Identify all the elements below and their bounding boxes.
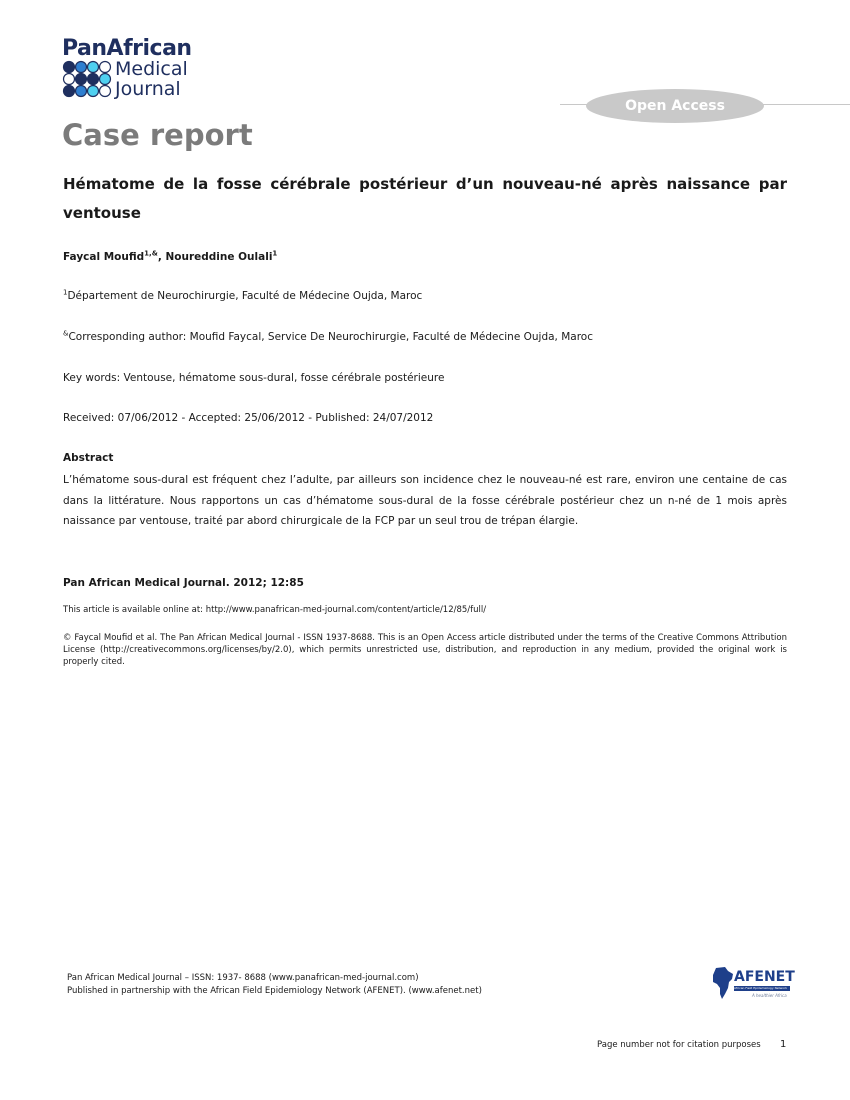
logo-text-panafrican: PanAfrican [62, 36, 192, 61]
afenet-tagline: A healthier Africa [752, 993, 787, 998]
author-list [63, 251, 277, 263]
corresponding-marker: & [63, 329, 69, 338]
footer-partnership: Published in partnership with the African Field Epidemiology Network (AFENET). (www.afenet.net) [67, 986, 482, 996]
page-note: Page number not for citation purposes [597, 1040, 761, 1050]
abstract-heading: Abstract [63, 452, 114, 464]
corresponding-author [63, 331, 593, 343]
citation: Pan African Medical Journal. 2012; 12:85 [63, 577, 304, 589]
article-title: Hématome de la fosse cérébrale postérieur d’un nouveau-né après naissance par ventouse [63, 175, 787, 222]
journal-logo [62, 36, 212, 100]
afenet-logo [712, 966, 795, 1006]
affiliation [63, 290, 422, 302]
author-name: Faycal Moufid [63, 251, 145, 263]
availability-note: This article is available online at: http://www.panafrican-med-journal.com/content/article/12/85/full/ [63, 605, 487, 615]
africa-map-icon [712, 966, 734, 1000]
author-name: Noureddine Oulali [165, 251, 273, 263]
abstract-text: L’hématome sous-dural est fréquent chez l’adulte, par ailleurs son incidence chez le nouveau-né est rare, environ une centaine de cas dans la littérature. Nous rapportons un cas d’hématome sous-dural de la fosse cérébrale postérieur chez un n-né de 1 mois après naissance par ventouse, traité par abord chirurgicale de la FCP par un seul trou de trépan élargie. [63, 474, 787, 527]
footer-issn: Pan African Medical Journal – ISSN: 1937- 8688 (www.panafrican-med-journal.com) [67, 973, 419, 983]
publication-dates: Received: 07/06/2012 - Accepted: 25/06/2012 - Published: 24/07/2012 [63, 412, 434, 424]
affiliation-marker: 1 [63, 288, 68, 297]
affiliation-text: Département de Neurochirurgie, Faculté de Médecine Oujda, Maroc [67, 290, 423, 302]
author-affiliation-marker: 1,& [144, 249, 158, 258]
article-type-heading: Case report [62, 118, 253, 152]
logo-text-medical: Medical [115, 58, 188, 80]
page-number: 1 [780, 1039, 787, 1050]
license-text: © Faycal Moufid et al. The Pan African Medical Journal - ISSN 1937-8688. This is an Open Access article distributed under the terms of the Creative Commons Attribution License (http://creativecommons.org/licenses/by/2.0), which permits unrestricted use, distribution, and reproduction in any medium, provided the original work is properly cited. [63, 633, 787, 667]
logo-text-journal: Journal [115, 78, 181, 100]
author-separator: , [157, 251, 166, 263]
afenet-bar: African Field Epidemiology Network [734, 986, 790, 991]
author-affiliation-marker: 1 [272, 249, 278, 258]
keywords: Key words: Ventouse, hématome sous-dural, fosse cérébrale postérieure [63, 372, 445, 384]
corresponding-text: Corresponding author: Moufid Faycal, Service De Neurochirurgie, Faculté de Médecine Oujda, Maroc [68, 331, 594, 343]
open-access-badge: Open Access [586, 89, 764, 123]
logo-dots-icon [62, 60, 114, 100]
afenet-wordmark: AFENET [734, 969, 795, 985]
